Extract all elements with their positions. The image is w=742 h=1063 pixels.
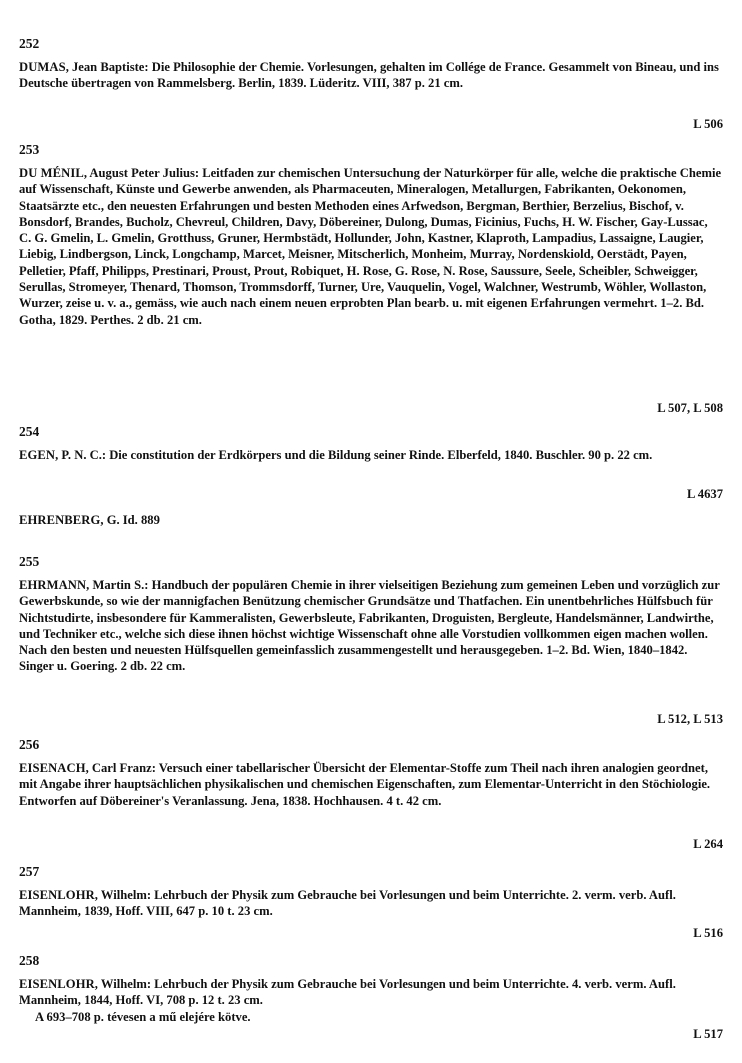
entry-note: A 693–708 p. tévesen a mű elejére kötve. bbox=[35, 1009, 251, 1024]
entry-description: , Jean Baptiste: Die Philosophie der Chemie. Vorlesungen, gehalten im Collége de France. Gesammelt von Bineau, und ins Deutsche übertragen von Rammelsberg. Berlin, 1839. Lüderitz. VIII, 387 p. 21 cm. bbox=[19, 60, 719, 91]
catalog-entry-256 bbox=[19, 737, 723, 809]
entry-description: , Wilhelm: Lehrbuch der Physik zum Gebrauche bei Vorlesungen und beim Unterrichte. 2. verm. verb. Aufl. Mannheim, 1839, Hoff. VIII, 647 p. 10 t. 23 cm. bbox=[19, 888, 676, 919]
author-name: EISENLOHR bbox=[19, 888, 95, 902]
entry-number: 255 bbox=[19, 554, 40, 569]
entry-number: 252 bbox=[19, 36, 40, 51]
entry-description: , Carl Franz: Versuch einer tabellarischer Übersicht der Elementar-Stoffe zum Theil nach ihren analogien geordnet, mit Angabe ihrer hauptsächlichen physikalischen und chemischen Eigenschaften, zum Elementar-Unterricht in den Stöchiologie. Entworfen auf Döbereiner's Veranlassung. Jena, 1838. Hochhausen. 4 t. 42 cm. bbox=[19, 761, 711, 808]
entry-text bbox=[19, 976, 723, 1009]
author-name: EISENLOHR bbox=[19, 977, 95, 991]
entry-description: , Martin S.: Handbuch der populären Chemie in ihrer vielseitigen Beziehung zum gemeinen Leben und vorzüglich zur Gewerbskunde, so wie der mannigfachen Benützung chemischer Grundsätze und Thatfachen. Ein unentbehrliches Hülfsbuch für Nichtstudirte, insbesondere für Kammeralisten, Gewerbsleute, Fabrikanten, Droguisten, Bergleute, Handelsmänner, Landwirthe, und Techniker etc., welche sich diese ihnen höchst wichtige Wissenschaft ohne alle Vorstudien vollkommen eigen machen wollen. Nach den besten und neuesten Hülfsquellen gemeinfasslich zusammengestellt und herausgegeben. 1–2. Bd. Wien, 1840–1842. Singer u. Goering. 2 db. 22 cm. bbox=[19, 578, 720, 674]
author-name: EHRMANN bbox=[19, 578, 87, 592]
call-number: L 516 bbox=[693, 926, 723, 940]
call-number: L 4637 bbox=[686, 487, 723, 501]
entry-text bbox=[19, 447, 723, 463]
call-number: L 512, L 513 bbox=[657, 712, 723, 726]
author-name: DUMAS bbox=[19, 60, 66, 74]
entry-text bbox=[19, 59, 723, 92]
entry-text bbox=[19, 165, 723, 328]
author-name: DU MÉNIL bbox=[19, 166, 84, 180]
catalog-entry-253 bbox=[19, 142, 723, 328]
call-number: L 507, L 508 bbox=[657, 401, 723, 415]
call-number: L 506 bbox=[693, 117, 723, 131]
author-name: EISENACH bbox=[19, 761, 86, 775]
catalog-entry-254 bbox=[19, 424, 723, 463]
catalog-entry-257 bbox=[19, 864, 723, 920]
entry-text bbox=[19, 760, 723, 809]
call-number: L 517 bbox=[693, 1027, 723, 1041]
entry-description: , P. N. C.: Die constitution der Erdkörpers und die Bildung seiner Rinde. Elberfeld, 1840. Buschler. 90 p. 22 cm. bbox=[55, 448, 653, 462]
entry-number: 256 bbox=[19, 737, 40, 752]
author-name: EGEN bbox=[19, 448, 56, 462]
entry-number: 257 bbox=[19, 864, 40, 879]
entry-description: , Wilhelm: Lehrbuch der Physik zum Gebrauche bei Vorlesungen und beim Unterrichte. 4. verb. verm. Aufl. Mannheim, 1844, Hoff. VI, 708 p. 12 t. 23 cm. bbox=[19, 977, 676, 1008]
catalog-entry-252 bbox=[19, 36, 723, 92]
entry-number: 253 bbox=[19, 142, 40, 157]
entry-number: 258 bbox=[19, 953, 40, 968]
cross-reference bbox=[19, 512, 160, 528]
entry-description: , August Peter Julius: Leitfaden zur chemischen Untersuchung der Naturkörper für alle, welche die praktische Chemie auf Wissenschaft, Künste und Gewerbe anwenden, als Pharmaceuten, Mineralogen, Metallurgen, Fabrikanten, Oekonomen, Staatsärzte etc., den neuesten Erfahrungen und besten Methoden eines Arfwedson, Bergman, Berthier, Berzelius, Bischof, v. Bonsdorf, Brandes, Bucholz, Chevreul, Children, Davy, Döbereiner, Dulong, Dumas, Ficinius, Fuchs, H. W. Fischer, Gay-Lussac, C. G. Gmelin, L. Gmelin, Grotthuss, Gruner, Hermbstädt, Hollunder, John, Kastner, Klaproth, Lampadius, Lassaigne, Laugier, Liebig, Lindbergson, Linck, Longchamp, Marcet, Meisner, Mitscherlich, Monheim, Murray, Nordenskiold, Oerstädt, Payen, Pelletier, Pfaff, Philipps, Prestinari, Proust, Prout, Robiquet, H. Rose, G. Rose, N. Rose, Saussure, Seele, Scheibler, Schweigger, Serullas, Stromeyer, Thenard, Thomson, Trommsdorff, Turner, Ure, Vauquelin, Vogel, Walchner, Westrumb, Wöhler, Wollaston, Wurzer, zeise u. v. a., gemäss, wie auch nach einem neuen erprobten Plan bearb. u. mit eigenen Erfahrungen vermehrt. 1–2. Bd. Gotha, 1829. Perthes. 2 db. 21 cm. bbox=[19, 166, 722, 327]
catalog-entry-258 bbox=[19, 953, 723, 1025]
author-name: EHRENBERG bbox=[19, 513, 101, 527]
entry-text bbox=[19, 887, 723, 920]
cross-reference-text: , G. Id. 889 bbox=[100, 513, 160, 527]
call-number: L 264 bbox=[693, 837, 723, 851]
entry-number: 254 bbox=[19, 424, 40, 439]
catalog-entry-255 bbox=[19, 554, 723, 675]
entry-text bbox=[19, 577, 723, 675]
